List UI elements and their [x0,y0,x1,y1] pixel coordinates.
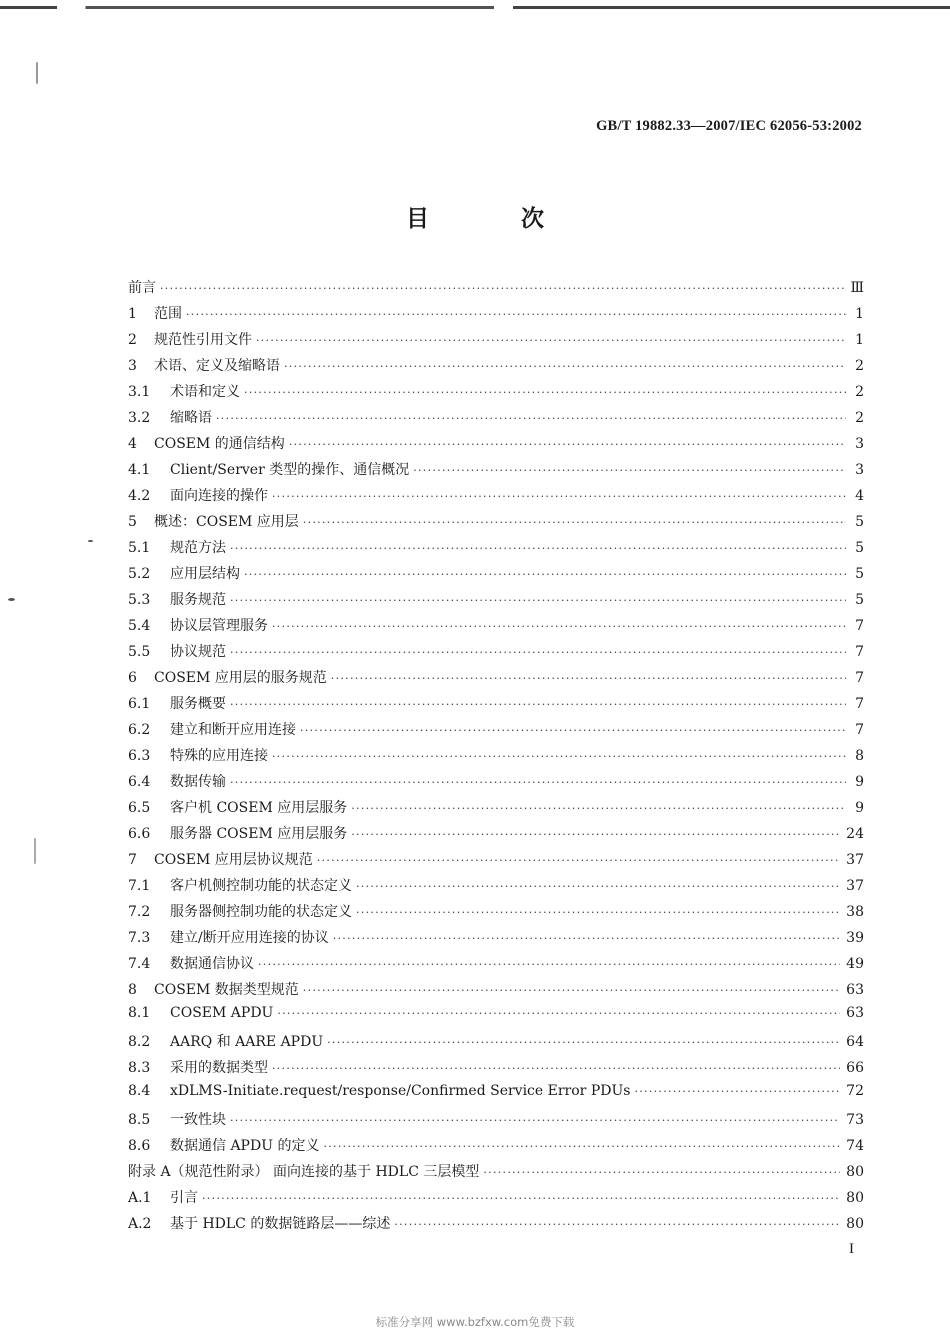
toc-entry-number: 7.1 [128,878,151,894]
toc-entry-page: 3 [855,436,864,452]
toc-entry-title: 规范性引用文件 [154,332,252,348]
toc-entry-page: 72 [846,1083,864,1099]
toc-entry[interactable] [128,1135,864,1161]
toc-dot-leader [303,984,840,997]
toc-entry-number: A.2 [128,1216,152,1232]
toc-entry-title: 客户机 COSEM 应用层服务 [170,800,348,816]
toc-entry[interactable] [128,901,864,927]
toc-entry-number: 4 [128,436,137,452]
toc-entry-page: Ⅲ [850,280,864,296]
toc-entry-title: 规范方法 [170,540,226,556]
toc-entry-title: 服务规范 [170,592,226,608]
toc-entry-title: COSEM 数据类型规范 [154,982,299,998]
toc-entry-title: Client/Server 类型的操作、通信概况 [170,462,410,478]
toc-entry[interactable] [128,1083,864,1109]
toc-entry-page: 64 [846,1034,864,1050]
toc-entry-number: 8.5 [128,1112,151,1128]
toc-entry[interactable] [128,381,864,407]
toc-entry-number: 1 [128,306,137,322]
toc-entry[interactable] [128,927,864,953]
toc-entry-page: 24 [846,826,864,842]
toc-entry[interactable] [128,745,864,771]
toc-entry-title: 服务概要 [170,696,226,712]
toc-entry-page: 7 [855,696,864,712]
toc-entry[interactable] [128,693,864,719]
toc-entry-title: COSEM 应用层的服务规范 [154,670,327,686]
toc-entry-number: 6.3 [128,748,151,764]
toc-entry-page: 2 [855,384,864,400]
toc-entry[interactable] [128,875,864,901]
toc-entry-title: 面向连接的操作 [170,488,268,504]
toc-entry-title: 前言 [128,280,156,296]
toc-entry-page: 7 [855,644,864,660]
toc-entry-title: 范围 [154,306,182,322]
toc-dot-leader [289,438,846,451]
toc-entry-title: xDLMS-Initiate.request/response/Confirmed Service Error PDUs [170,1083,631,1099]
toc-entry-title: 一致性块 [170,1112,226,1128]
toc-entry-title: 协议规范 [170,644,226,660]
toc-entry-title: 附录 A（规范性附录） 面向连接的基于 HDLC 三层模型 [128,1164,480,1180]
toc-entry-number: 7.2 [128,904,151,920]
toc-dot-leader [300,724,846,737]
toc-dot-leader [202,1192,840,1205]
toc-dot-leader [327,1036,840,1049]
toc-entry-page: 7 [855,670,864,686]
toc-dot-leader [333,932,840,945]
toc-entry-title: 缩略语 [170,410,212,426]
toc-entry-page: 4 [855,488,864,504]
toc-entry-page: 2 [855,358,864,374]
toc-entry-title: 引言 [170,1190,198,1206]
toc-entry-title: COSEM APDU [170,1005,274,1021]
toc-entry-title: 客户机侧控制功能的状态定义 [170,878,352,894]
toc-dot-leader [351,802,846,815]
toc-dot-leader [230,646,846,659]
toc-entry-page: 63 [846,1005,864,1021]
toc-dot-leader [230,542,846,555]
toc-entry-title: 应用层结构 [170,566,240,582]
toc-dot-leader [272,750,846,763]
toc-entry-number: 8.2 [128,1034,151,1050]
toc-entry-number: 4.1 [128,462,151,478]
toc-entry[interactable] [128,823,864,849]
toc-entry[interactable] [128,1005,864,1031]
toc-entry-number: 5.1 [128,540,151,556]
toc-entry-number: 5.2 [128,566,151,582]
toc-dot-leader [483,1166,840,1179]
toc-entry-page: 7 [855,722,864,738]
toc-entry[interactable] [128,641,864,667]
toc-dot-leader [277,1007,840,1020]
toc-dot-leader [230,594,846,607]
toc-dot-leader [186,308,846,321]
toc-dot-leader [317,854,840,867]
toc-entry[interactable] [128,563,864,589]
toc-dot-leader [216,412,846,425]
toc-entry-title: 特殊的应用连接 [170,748,268,764]
toc-entry-page: 73 [846,1112,864,1128]
toc-entry-number: 5.3 [128,592,151,608]
toc-entry-number: 6.4 [128,774,151,790]
table-of-contents [128,277,864,1239]
toc-entry-title: 建立和断开应用连接 [170,722,296,738]
toc-dot-leader [256,334,846,347]
watermark: 标准分享网 www.bzfxw.com免费下载 [375,1315,575,1329]
toc-entry-number: 6.2 [128,722,151,738]
toc-entry-page: 37 [846,878,864,894]
toc-dot-leader [272,1062,840,1075]
toc-dot-leader [351,828,840,841]
toc-entry[interactable] [128,1057,864,1083]
toc-entry-page: 37 [846,852,864,868]
scan-border-line [0,6,950,9]
toc-entry-title: 术语、定义及缩略语 [154,358,280,374]
toc-entry-page: 2 [855,410,864,426]
toc-dot-leader [230,1114,840,1127]
toc-entry-title: 概述：COSEM 应用层 [154,514,299,530]
toc-entry[interactable] [128,355,864,381]
toc-entry-number: 7.3 [128,930,151,946]
toc-dot-leader [303,516,846,529]
toc-dot-leader [323,1140,840,1153]
toc-entry-page: 80 [846,1164,864,1180]
page-title: 目 次 [405,206,586,232]
toc-entry-number: 6.6 [128,826,151,842]
toc-entry-page: 63 [846,982,864,998]
toc-entry[interactable] [128,797,864,823]
scan-speck [88,540,93,542]
toc-entry-number: 8.1 [128,1005,151,1021]
toc-entry[interactable] [128,1031,864,1057]
toc-dot-leader [244,386,846,399]
toc-entry-number: 8.6 [128,1138,151,1154]
page-number: I [849,1241,854,1257]
toc-entry-title: COSEM 的通信结构 [154,436,285,452]
toc-entry-page: 39 [846,930,864,946]
scan-speck [8,598,15,601]
toc-dot-leader [634,1085,840,1098]
toc-entry[interactable] [128,433,864,459]
toc-entry-page: 3 [855,462,864,478]
toc-entry-page: 7 [855,618,864,634]
toc-entry[interactable] [128,277,864,303]
toc-entry-number: 3 [128,358,137,374]
toc-entry-page: 8 [855,748,864,764]
toc-entry[interactable] [128,589,864,615]
toc-dot-leader [356,880,840,893]
toc-dot-leader [394,1218,840,1231]
toc-dot-leader [272,620,846,633]
standard-code: GB/T 19882.33—2007/IEC 62056-53:2002 [596,118,862,134]
toc-dot-leader [284,360,846,373]
toc-entry[interactable] [128,849,864,875]
toc-entry-number: 5.5 [128,644,151,660]
toc-entry-title: 建立/断开应用连接的协议 [170,930,329,946]
scan-speck [34,838,36,864]
toc-entry[interactable] [128,303,864,329]
toc-entry-page: 74 [846,1138,864,1154]
toc-entry-number: 7 [128,852,137,868]
toc-entry-title: 服务器 COSEM 应用层服务 [170,826,348,842]
toc-entry-number: 2 [128,332,137,348]
toc-entry-number: 6.1 [128,696,151,712]
toc-entry-number: 7.4 [128,956,151,972]
toc-entry-title: 协议层管理服务 [170,618,268,634]
toc-entry-page: 9 [855,774,864,790]
toc-entry-page: 38 [846,904,864,920]
toc-dot-leader [331,672,846,685]
toc-entry[interactable] [128,719,864,745]
toc-entry-page: 5 [855,514,864,530]
toc-entry-page: 80 [846,1216,864,1232]
toc-dot-leader [244,568,846,581]
toc-entry-title: 基于 HDLC 的数据链路层——综述 [170,1216,391,1232]
toc-dot-leader [230,776,846,789]
toc-entry-number: 3.1 [128,384,151,400]
toc-entry[interactable] [128,511,864,537]
toc-dot-leader [413,464,846,477]
toc-entry-number: 8.3 [128,1060,151,1076]
toc-entry-page: 80 [846,1190,864,1206]
toc-entry[interactable] [128,953,864,979]
toc-entry-page: 49 [846,956,864,972]
toc-entry-number: 4.2 [128,488,151,504]
toc-entry[interactable] [128,329,864,355]
toc-entry-title: 数据传输 [170,774,226,790]
toc-entry-page: 5 [855,592,864,608]
toc-dot-leader [258,958,840,971]
toc-entry-number: 6.5 [128,800,151,816]
toc-entry-title: 术语和定义 [170,384,240,400]
toc-entry-number: 5 [128,514,137,530]
toc-entry-title: 服务器侧控制功能的状态定义 [170,904,352,920]
toc-entry-page: 5 [855,540,864,556]
scan-speck [36,62,38,84]
toc-entry[interactable] [128,1213,864,1239]
toc-entry-page: 9 [855,800,864,816]
toc-entry-number: 3.2 [128,410,151,426]
toc-entry-title: 数据通信 APDU 的定义 [170,1138,320,1154]
toc-entry[interactable] [128,979,864,1005]
toc-entry[interactable] [128,1161,864,1187]
toc-entry[interactable] [128,1109,864,1135]
toc-entry[interactable] [128,485,864,511]
toc-entry-page: 1 [855,306,864,322]
toc-entry[interactable] [128,667,864,693]
toc-entry-number: 6 [128,670,137,686]
toc-entry[interactable] [128,615,864,641]
toc-dot-leader [160,282,844,295]
toc-entry[interactable] [128,771,864,797]
toc-entry[interactable] [128,407,864,433]
toc-entry-number: 5.4 [128,618,151,634]
toc-entry[interactable] [128,459,864,485]
toc-entry-title: AARQ 和 AARE APDU [170,1034,324,1050]
toc-dot-leader [230,698,846,711]
toc-entry-page: 5 [855,566,864,582]
toc-entry-number: 8 [128,982,137,998]
toc-entry-page: 66 [846,1060,864,1076]
toc-entry-title: 采用的数据类型 [170,1060,268,1076]
toc-entry-title: COSEM 应用层协议规范 [154,852,313,868]
toc-entry-number: A.1 [128,1190,152,1206]
toc-entry-title: 数据通信协议 [170,956,254,972]
toc-dot-leader [356,906,840,919]
toc-dot-leader [272,490,846,503]
toc-entry[interactable] [128,537,864,563]
toc-entry-page: 1 [855,332,864,348]
toc-entry-number: 8.4 [128,1083,151,1099]
toc-entry[interactable] [128,1187,864,1213]
